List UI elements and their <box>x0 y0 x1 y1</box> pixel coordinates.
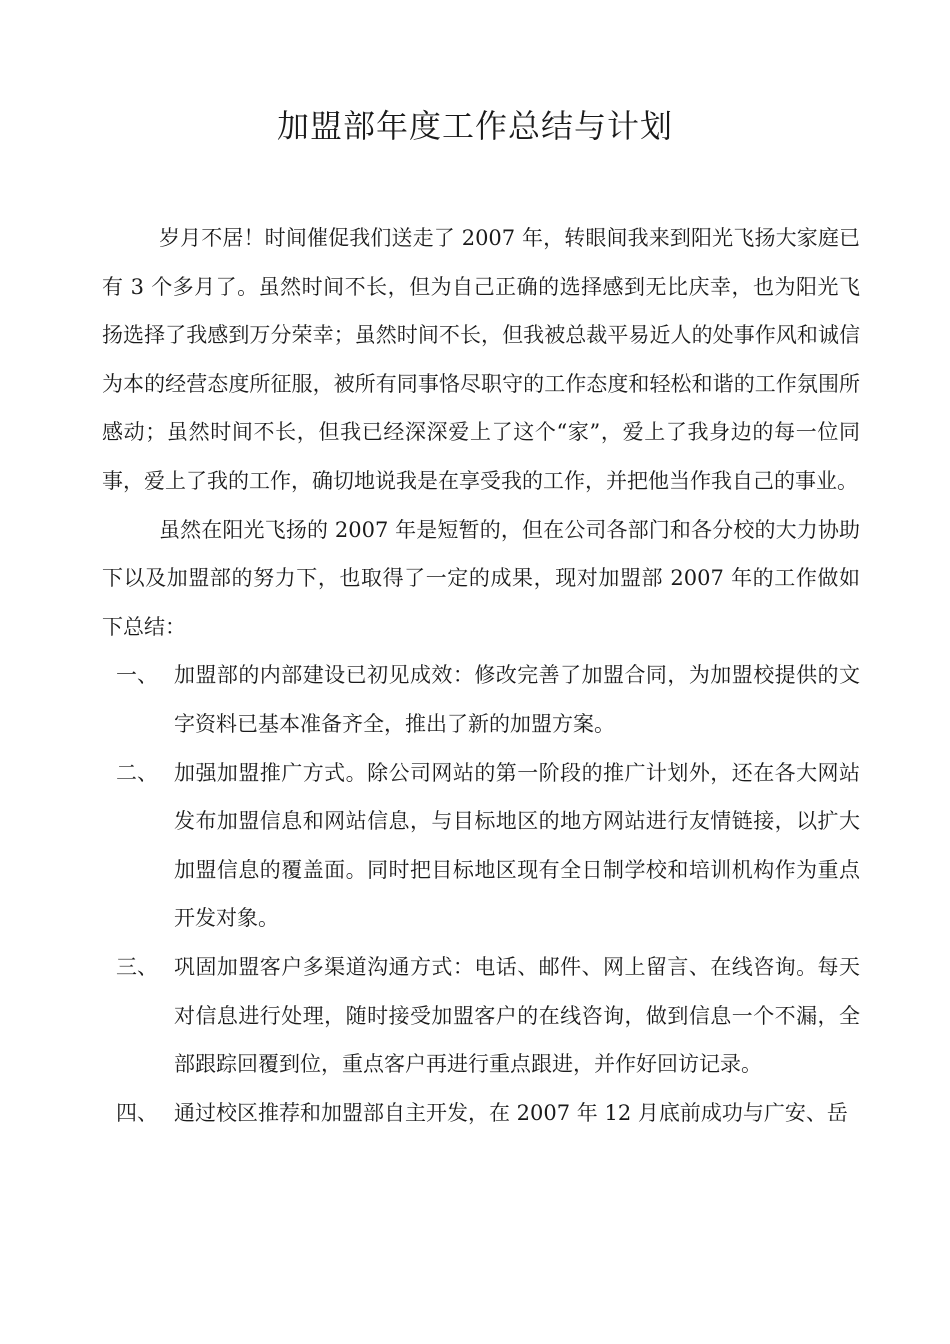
summary-list <box>102 651 860 1137</box>
list-item-number: 三、 <box>116 954 158 979</box>
list-item-text: 巩固加盟客户多渠道沟通方式：电话、邮件、网上留言、在线咨询。每天对信息进行处理，随时接受加盟客户的在线咨询，做到信息一个不漏，全部跟踪回覆到位，重点客户再进行重点跟进，并作好回访记录。 <box>174 954 860 1077</box>
list-item-text: 加盟部的内部建设已初见成效：修改完善了加盟合同，为加盟校提供的文字资料已基本准备齐全，推出了新的加盟方案。 <box>174 663 860 736</box>
list-item-number: 二、 <box>116 760 158 785</box>
paragraph-summary-lead: 虽然在阳光飞扬的 2007 年是短暂的，但在公司各部门和各分校的大力协助下以及加盟部的努力下，也取得了一定的成果，现对加盟部 2007 年的工作做如下总结： <box>102 517 860 639</box>
list-item <box>102 1089 860 1138</box>
list-item-text: 加强加盟推广方式。除公司网站的第一阶段的推广计划外，还在各大网站发布加盟信息和网站信息，与目标地区的地方网站进行友情链接，以扩大加盟信息的覆盖面。同时把目标地区现有全日制学校和培训机构作为重点开发对象。 <box>174 760 860 931</box>
list-item <box>102 749 860 943</box>
document-title: 加盟部年度工作总结与计划 <box>276 107 673 145</box>
list-item <box>102 651 860 748</box>
list-item <box>102 943 860 1089</box>
list-item-number: 一、 <box>116 663 158 688</box>
document-body <box>102 214 860 1137</box>
paragraph-intro: 岁月不居！时间催促我们送走了 2007 年，转眼间我来到阳光飞扬大家庭已有 3 个多月了。虽然时间不长，但为自己正确的选择感到无比庆幸，也为阳光飞扬选择了我感到万分荣幸；虽然时间不长，但我被总裁平易近人的处事作风和诚信为本的经营态度所征服，被所有同事恪尽职守的工作态度和轻松和谐的工作氛围所感动；虽然时间不长，但我已经深深爱上了这个“家”，爱上了我身边的每一位同事，爱上了我的工作，确切地说我是在享受我的工作，并把他当作我自己的事业。 <box>102 226 860 493</box>
list-item-number: 四、 <box>116 1100 158 1125</box>
list-item-text: 通过校区推荐和加盟部自主开发，在 2007 年 12 月底前成功与广安、岳 <box>174 1100 848 1125</box>
